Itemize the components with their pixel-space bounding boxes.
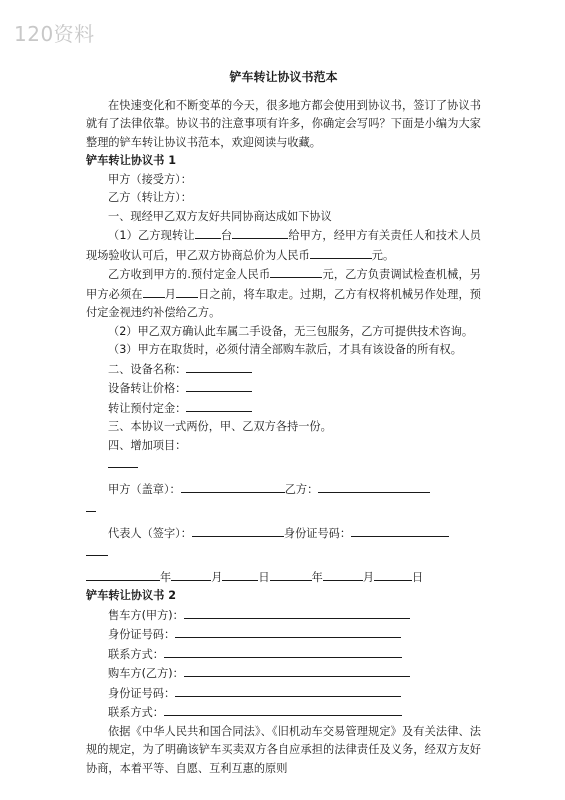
representative-label: 代表人（签字）： bbox=[108, 526, 192, 540]
sign-b-label: 乙方： bbox=[284, 482, 319, 496]
blank-model bbox=[232, 226, 288, 239]
blank-total-price bbox=[310, 246, 372, 259]
blank-month bbox=[143, 285, 165, 298]
blank-seller-id bbox=[175, 625, 401, 638]
blank-representative bbox=[192, 524, 284, 537]
representative-line bbox=[86, 524, 481, 544]
equipment-name-label: 二、设备名称： bbox=[108, 362, 187, 376]
item-1-text-a: （1）乙方现转让 bbox=[108, 229, 195, 242]
item-1b-text-a: 乙方收到甲方的.预付定金人民币 bbox=[108, 268, 271, 281]
blank-month-2 bbox=[323, 568, 363, 581]
blank-sign-wrap bbox=[86, 499, 96, 512]
buyer-line bbox=[86, 664, 481, 684]
deposit-label: 转让预付定金： bbox=[108, 401, 187, 415]
blank-representative-wrap bbox=[86, 543, 108, 556]
watermark: 120资料 bbox=[14, 22, 95, 46]
seller-label: 售车方(甲方)： bbox=[108, 608, 184, 622]
blank-day bbox=[176, 285, 198, 298]
intro-paragraph: 在快速变化和不断变革的今天，很多地方都会使用到协议书，签订了协议书就有了法律依靠。协议书的注意事项有许多，你确定会写吗？下面是小编为大家整理的铲车转让协议书范本，欢迎阅读与收藏。 bbox=[86, 98, 481, 149]
party-b-line: 乙方（转让方）： bbox=[108, 191, 192, 204]
section-2-heading: 铲车转让协议书 2 bbox=[86, 589, 176, 602]
blank-day-1 bbox=[222, 568, 258, 581]
item-1-paragraph bbox=[86, 226, 481, 265]
id-number-label: 身份证号码： bbox=[283, 526, 352, 540]
blank-year-1 bbox=[86, 568, 160, 581]
blank-day-2 bbox=[374, 568, 412, 581]
buyer-id-line bbox=[86, 684, 481, 704]
equipment-name-line bbox=[86, 360, 481, 380]
blank-equipment-name bbox=[186, 360, 252, 373]
blank-additional-items bbox=[108, 455, 138, 468]
document-page bbox=[86, 68, 481, 778]
item-3-paragraph: （3）甲方在取货时，必须付清全部购车款后，才具有该设备的所有权。 bbox=[108, 343, 462, 356]
clause-3: 三、本协议一式两份，甲、乙双方各持一份。 bbox=[108, 420, 332, 433]
sign-a-label: 甲方（盖章）： bbox=[108, 482, 181, 496]
representative-wrap-line bbox=[86, 543, 481, 563]
day-label-1: 日 bbox=[258, 570, 270, 584]
day-label-2: 日 bbox=[412, 570, 424, 584]
additional-items-blank-line bbox=[86, 455, 481, 475]
blank-quantity bbox=[195, 226, 221, 239]
seller-id-line bbox=[86, 625, 481, 645]
item-1b-text-d: 日之前，将车取走。过期，乙方有权将机械另作处理，预付定金视违约补偿给乙方。 bbox=[86, 287, 481, 319]
blank-seller-contact bbox=[164, 645, 402, 658]
blank-equipment-price bbox=[186, 379, 252, 392]
buyer-id-label: 身份证号码： bbox=[108, 686, 176, 700]
document-title: 铲车转让协议书范本 bbox=[229, 70, 338, 84]
blank-sign-a bbox=[181, 480, 285, 493]
seller-line bbox=[86, 606, 481, 626]
blank-buyer-id bbox=[175, 684, 401, 697]
equipment-price-label: 设备转让价格： bbox=[108, 382, 187, 395]
legal-basis-paragraph: 依据《中华人民共和国合同法》、《旧机动车交易管理规定》及有关法律、法规的规定，为了明确该铲车买卖双方各自应承担的法律责任及义务，经双方友好协商，本着平等、自愿、互利互惠的原则 bbox=[86, 724, 481, 775]
month-label-1: 月 bbox=[211, 570, 223, 584]
buyer-contact-line bbox=[86, 703, 481, 723]
seller-id-label: 身份证号码： bbox=[108, 628, 176, 641]
buyer-contact-label: 联系方式： bbox=[108, 706, 164, 719]
signature-line bbox=[86, 480, 481, 500]
item-1b-text-b: 元，乙方负责调试检查机械，另甲方必须在 bbox=[86, 268, 481, 301]
month-label-2: 月 bbox=[362, 570, 375, 584]
blank-deposit-amount bbox=[270, 265, 322, 278]
item-1-text-c: 给甲方，经甲方有关责任人和技术人员现场验收认可后，甲乙双方协商总价为人民币 bbox=[86, 229, 481, 262]
date-line bbox=[86, 568, 481, 588]
blank-sign-b bbox=[318, 480, 430, 493]
item-2-paragraph: （2）甲乙双方确认此车属二手设备，无三包服务，乙方可提供技术咨询。 bbox=[108, 324, 474, 338]
blank-buyer bbox=[184, 664, 410, 677]
blank-id-number bbox=[351, 524, 449, 537]
section-1-heading: 铲车转让协议书 1 bbox=[86, 154, 176, 167]
seller-contact-line bbox=[86, 645, 481, 665]
year-label-2: 年 bbox=[311, 570, 323, 584]
party-a-line: 甲方（接受方）： bbox=[108, 172, 192, 186]
blank-month-1 bbox=[171, 568, 211, 581]
seller-contact-label: 联系方式： bbox=[108, 647, 164, 661]
blank-year-2 bbox=[270, 568, 312, 581]
year-label-1: 年 bbox=[160, 570, 172, 584]
clause-1: 一、现经甲乙双方友好共同协商达成如下协议 bbox=[108, 209, 332, 223]
item-1-text-b: 台 bbox=[220, 229, 233, 242]
item-1-text-d: 元。 bbox=[371, 248, 395, 262]
blank-buyer-contact bbox=[164, 703, 402, 716]
blank-seller bbox=[184, 606, 410, 619]
item-1b-text-c: 月 bbox=[164, 287, 177, 301]
signature-wrap-line bbox=[86, 499, 481, 519]
item-1b-paragraph bbox=[86, 265, 481, 323]
equipment-price-line bbox=[86, 379, 481, 399]
deposit-line bbox=[86, 399, 481, 419]
blank-deposit bbox=[186, 399, 252, 412]
clause-4: 四、增加项目： bbox=[108, 438, 187, 452]
buyer-label: 购车方(乙方)： bbox=[108, 667, 184, 680]
